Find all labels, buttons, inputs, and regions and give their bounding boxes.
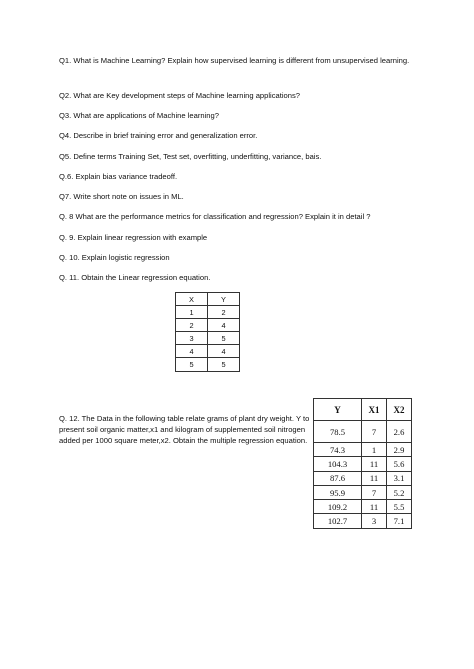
table-header-x: X: [176, 293, 208, 306]
question-5: Q5. Define terms Training Set, Test set, overfitting, underfitting, variance, bais.: [59, 152, 322, 161]
question-2: Q2. What are Key development steps of Machine learning applications?: [59, 91, 301, 100]
plant-weight-data-table: [313, 398, 412, 529]
table-row: [314, 443, 412, 457]
table-cell: 78.5: [314, 421, 362, 443]
table-cell: 3: [362, 514, 387, 528]
table-row: [314, 500, 412, 514]
question-7: Q7. Write short note on issues in ML.: [59, 192, 184, 201]
table-cell: 7: [362, 421, 387, 443]
xy-data-table: [175, 292, 240, 372]
table-row: [314, 485, 412, 499]
table-cell: 7.1: [387, 514, 412, 528]
table-cell: 87.6: [314, 471, 362, 485]
table-cell: 5.2: [387, 485, 412, 499]
table-cell: 74.3: [314, 443, 362, 457]
table-row: [176, 332, 240, 345]
table-row: [314, 421, 412, 443]
table-cell: 2: [176, 319, 208, 332]
table-header-y: Y: [208, 293, 240, 306]
question-1: Q1. What is Machine Learning? Explain how supervised learning is different from unsupervised learning.: [59, 56, 410, 65]
table-cell: 102.7: [314, 514, 362, 528]
table-header-row: [314, 399, 412, 421]
table-cell: 5.6: [387, 457, 412, 471]
table-cell: 3.1: [387, 471, 412, 485]
table-cell: 4: [208, 345, 240, 358]
table-row: [314, 471, 412, 485]
table-cell: 95.9: [314, 485, 362, 499]
table-cell: 1: [362, 443, 387, 457]
question-12: Q. 12. The Data in the following table relate grams of plant dry weight. Y to present soil organic matter,x1 and kilogram of supplemented soil nitrogen added per 1000 square meter,x2. Obtain the multiple regression equation.: [59, 414, 310, 445]
table-row: [176, 306, 240, 319]
table-cell: 11: [362, 471, 387, 485]
table-cell: 3: [176, 332, 208, 345]
table-header-y: Y: [314, 399, 362, 421]
table-cell: 5: [176, 358, 208, 371]
table-cell: 11: [362, 500, 387, 514]
table-header-row: [176, 293, 240, 306]
question-10: Q. 10. Explain logistic regression: [59, 253, 170, 262]
table-header-x2: X2: [387, 399, 412, 421]
table-cell: 5: [208, 358, 240, 371]
table-cell: 4: [176, 345, 208, 358]
table-cell: 5: [208, 332, 240, 345]
question-4: Q4. Describe in brief training error and generalization error.: [59, 131, 258, 140]
table-cell: 2: [208, 306, 240, 319]
table-cell: 2.6: [387, 421, 412, 443]
question-8: Q. 8 What are the performance metrics for classification and regression? Explain it in detail ?: [59, 212, 371, 221]
question-3: Q3. What are applications of Machine learning?: [59, 111, 219, 120]
table-row: [176, 358, 240, 371]
table-cell: 5.5: [387, 500, 412, 514]
table-cell: 7: [362, 485, 387, 499]
table-cell: 4: [208, 319, 240, 332]
table-header-x1: X1: [362, 399, 387, 421]
table-cell: 109.2: [314, 500, 362, 514]
table-cell: 104.3: [314, 457, 362, 471]
table-row: [176, 345, 240, 358]
table-row: [314, 514, 412, 528]
table-row: [176, 319, 240, 332]
question-11: Q. 11. Obtain the Linear regression equation.: [59, 273, 211, 282]
question-9: Q. 9. Explain linear regression with example: [59, 233, 208, 242]
table-cell: 2.9: [387, 443, 412, 457]
question-6: Q.6. Explain bias variance tradeoff.: [59, 172, 178, 181]
table-cell: 1: [176, 306, 208, 319]
table-cell: 11: [362, 457, 387, 471]
table-row: [314, 457, 412, 471]
